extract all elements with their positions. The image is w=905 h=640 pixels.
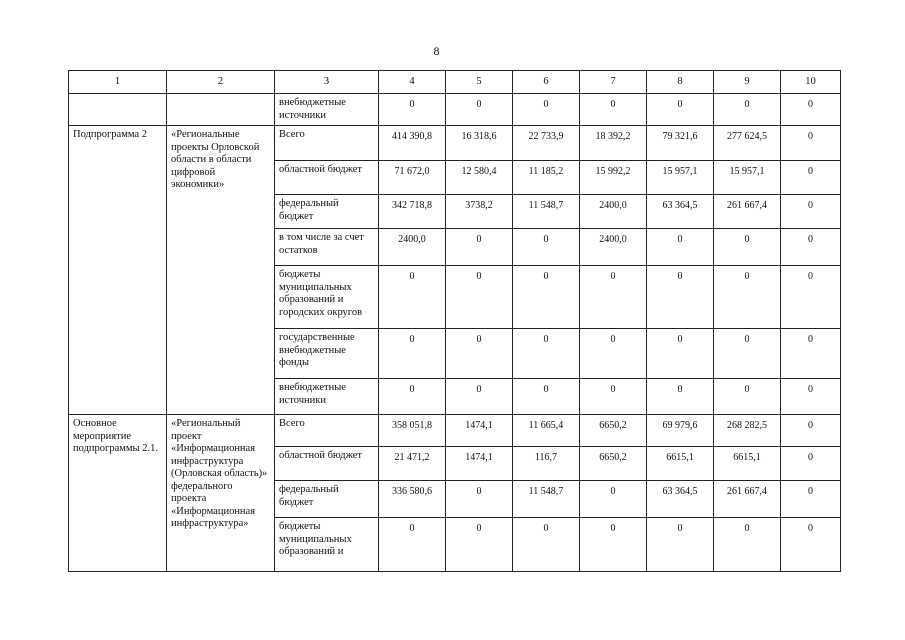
header-cell: 6 — [513, 71, 580, 94]
amount-cell: 0 — [781, 161, 841, 195]
funding-source-cell: в том числе за счет остатков — [275, 229, 379, 266]
amount-cell: 261 667,4 — [714, 481, 781, 518]
amount-cell: 0 — [513, 94, 580, 126]
amount-cell: 0 — [446, 266, 513, 329]
amount-cell: 0 — [781, 229, 841, 266]
amount-cell: 0 — [714, 379, 781, 415]
amount-cell: 6650,2 — [580, 447, 647, 481]
amount-cell: 0 — [781, 481, 841, 518]
amount-cell: 0 — [714, 229, 781, 266]
amount-cell: 15 957,1 — [714, 161, 781, 195]
amount-cell: 6650,2 — [580, 415, 647, 447]
amount-cell: 0 — [781, 126, 841, 161]
amount-cell: 0 — [446, 94, 513, 126]
amount-cell: 1474,1 — [446, 415, 513, 447]
amount-cell: 0 — [781, 379, 841, 415]
amount-cell: 261 667,4 — [714, 195, 781, 229]
program-name-cell: Основное мероприятие подпрограммы 2.1. — [69, 415, 167, 572]
amount-cell: 0 — [781, 94, 841, 126]
amount-cell: 0 — [714, 266, 781, 329]
amount-cell: 11 548,7 — [513, 195, 580, 229]
funding-source-cell: федеральный бюджет — [275, 195, 379, 229]
amount-cell: 0 — [647, 329, 714, 379]
amount-cell: 0 — [513, 329, 580, 379]
header-cell: 1 — [69, 71, 167, 94]
amount-cell: 342 718,8 — [379, 195, 446, 229]
amount-cell: 15 992,2 — [580, 161, 647, 195]
amount-cell: 0 — [781, 518, 841, 572]
amount-cell: 0 — [580, 518, 647, 572]
budget-table — [68, 70, 841, 572]
amount-cell: 11 665,4 — [513, 415, 580, 447]
amount-cell: 0 — [580, 94, 647, 126]
header-cell: 5 — [446, 71, 513, 94]
amount-cell: 69 979,6 — [647, 415, 714, 447]
program-name-cell: Подпрограмма 2 — [69, 126, 167, 415]
amount-cell: 0 — [781, 329, 841, 379]
amount-cell: 6615,1 — [714, 447, 781, 481]
amount-cell: 79 321,6 — [647, 126, 714, 161]
amount-cell: 0 — [714, 94, 781, 126]
amount-cell: 0 — [580, 379, 647, 415]
header-cell: 2 — [167, 71, 275, 94]
amount-cell: 2400,0 — [580, 229, 647, 266]
header-cell: 4 — [379, 71, 446, 94]
header-cell: 8 — [647, 71, 714, 94]
funding-source-cell: бюджеты муниципальных образований и — [275, 518, 379, 572]
amount-cell: 0 — [379, 518, 446, 572]
amount-cell: 0 — [446, 229, 513, 266]
amount-cell: 63 364,5 — [647, 195, 714, 229]
funding-source-cell: внебюджетные источники — [275, 379, 379, 415]
amount-cell: 3738,2 — [446, 195, 513, 229]
funding-source-cell: областной бюджет — [275, 161, 379, 195]
project-name-cell: «Региональные проекты Орловской области в области цифровой экономики» — [167, 126, 275, 415]
amount-cell: 277 624,5 — [714, 126, 781, 161]
amount-cell: 0 — [513, 518, 580, 572]
amount-cell: 2400,0 — [580, 195, 647, 229]
amount-cell: 0 — [446, 481, 513, 518]
funding-source-cell: областной бюджет — [275, 447, 379, 481]
amount-cell: 0 — [446, 518, 513, 572]
amount-cell: 268 282,5 — [714, 415, 781, 447]
amount-cell: 0 — [781, 266, 841, 329]
amount-cell: 0 — [647, 266, 714, 329]
amount-cell: 63 364,5 — [647, 481, 714, 518]
amount-cell: 0 — [580, 329, 647, 379]
funding-source-cell: бюджеты муниципальных образований и городских округов — [275, 266, 379, 329]
page-number: 8 — [433, 44, 440, 58]
amount-cell: 0 — [446, 329, 513, 379]
amount-cell: 0 — [714, 518, 781, 572]
amount-cell: 0 — [714, 329, 781, 379]
header-cell: 10 — [781, 71, 841, 94]
amount-cell: 414 390,8 — [379, 126, 446, 161]
amount-cell: 0 — [379, 379, 446, 415]
funding-source-cell: федеральный бюджет — [275, 481, 379, 518]
amount-cell: 0 — [513, 229, 580, 266]
header-cell: 3 — [275, 71, 379, 94]
amount-cell: 12 580,4 — [446, 161, 513, 195]
amount-cell: 11 548,7 — [513, 481, 580, 518]
amount-cell: 0 — [513, 266, 580, 329]
amount-cell: 1474,1 — [446, 447, 513, 481]
amount-cell: 0 — [513, 379, 580, 415]
amount-cell: 21 471,2 — [379, 447, 446, 481]
amount-cell: 0 — [379, 329, 446, 379]
amount-cell: 71 672,0 — [379, 161, 446, 195]
project-name-cell: «Региональный проект «Информационная инфраструктура (Орловская область)» федерального проекта «Информационная инфраструктура» — [167, 415, 275, 572]
amount-cell: 116,7 — [513, 447, 580, 481]
amount-cell: 0 — [647, 229, 714, 266]
table-row — [69, 94, 841, 126]
funding-source-cell: Всего — [275, 126, 379, 161]
funding-source-cell: государственные внебюджетные фонды — [275, 329, 379, 379]
amount-cell: 15 957,1 — [647, 161, 714, 195]
amount-cell: 2400,0 — [379, 229, 446, 266]
amount-cell: 0 — [580, 481, 647, 518]
amount-cell: 6615,1 — [647, 447, 714, 481]
amount-cell: 0 — [781, 447, 841, 481]
header-row — [69, 71, 841, 94]
amount-cell: 0 — [446, 379, 513, 415]
amount-cell: 16 318,6 — [446, 126, 513, 161]
amount-cell: 11 185,2 — [513, 161, 580, 195]
header-cell: 7 — [580, 71, 647, 94]
amount-cell: 0 — [781, 195, 841, 229]
amount-cell: 22 733,9 — [513, 126, 580, 161]
amount-cell: 18 392,2 — [580, 126, 647, 161]
amount-cell: 0 — [647, 379, 714, 415]
amount-cell: 0 — [647, 94, 714, 126]
program-name-cell — [69, 94, 167, 126]
amount-cell: 0 — [781, 415, 841, 447]
amount-cell: 0 — [580, 266, 647, 329]
amount-cell: 0 — [379, 266, 446, 329]
amount-cell: 336 580,6 — [379, 481, 446, 518]
amount-cell: 358 051,8 — [379, 415, 446, 447]
table-row — [69, 126, 841, 161]
amount-cell: 0 — [379, 94, 446, 126]
table-row — [69, 415, 841, 447]
funding-source-cell: Всего — [275, 415, 379, 447]
amount-cell: 0 — [647, 518, 714, 572]
project-name-cell — [167, 94, 275, 126]
header-cell: 9 — [714, 71, 781, 94]
funding-source-cell: внебюджетные источники — [275, 94, 379, 126]
